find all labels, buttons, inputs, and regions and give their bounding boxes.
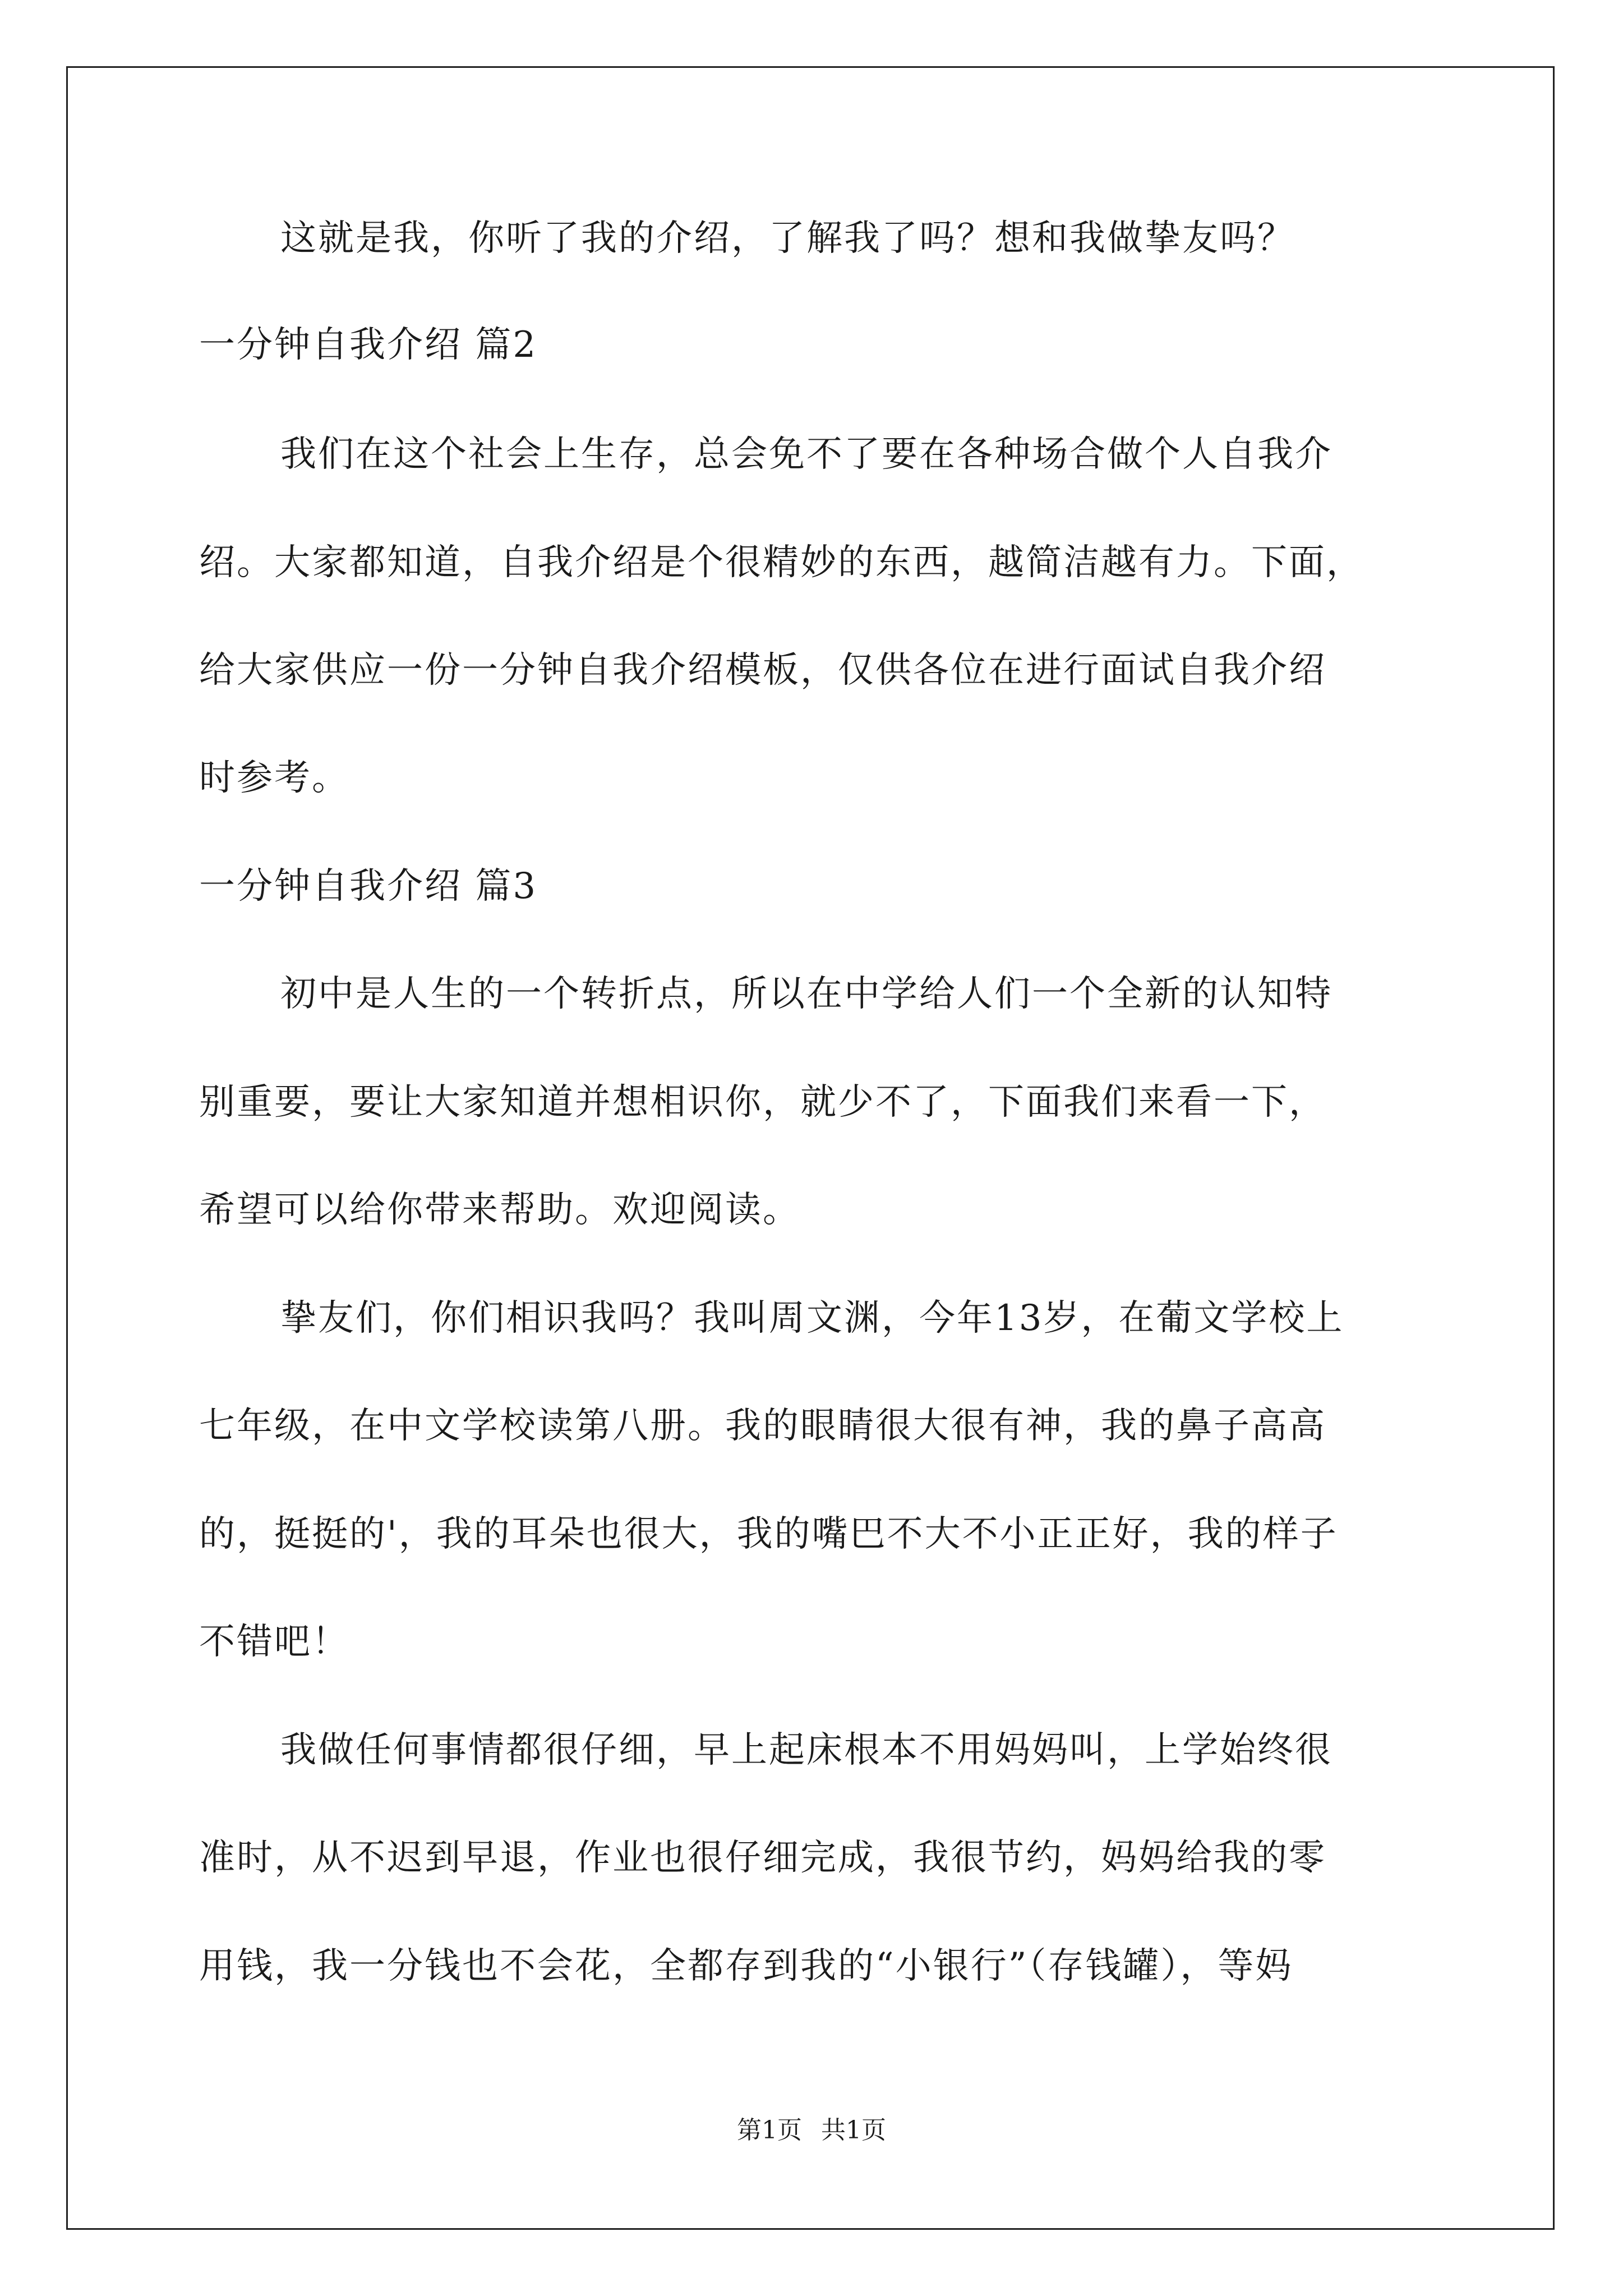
section-heading: 一分钟自我介绍 篇2 — [199, 324, 538, 366]
paragraph-line: 我们在这个社会上生存，总会免不了要在各种场合做个人自我介 — [280, 434, 1332, 475]
paragraph-line: 给大家供应一份一分钟自我介绍模板，仅供各位在进行面试自我介绍 — [199, 650, 1326, 691]
page-footer — [0, 2115, 1623, 2146]
paragraph-line: 准时，从不迟到早退，作业也很仔细完成，我很节约，妈妈给我的零 — [199, 1837, 1326, 1879]
paragraph-line: 这就是我，你听了我的介绍，了解我了吗？想和我做挚友吗？ — [280, 218, 1295, 259]
paragraph-line: 不错吧！ — [199, 1621, 349, 1663]
paragraph-line: 希望可以给你带来帮助。欢迎阅读。 — [199, 1189, 800, 1231]
paragraph-line: 挚友们，你们相识我吗？我叫周文渊，今年13岁，在葡文学校上 — [280, 1297, 1344, 1339]
paragraph-line: 我做任何事情都很仔细，早上起床根本不用妈妈叫，上学始终很 — [280, 1729, 1332, 1771]
section-heading: 一分钟自我介绍 篇3 — [199, 866, 538, 907]
paragraph-line: 初中是人生的一个转折点，所以在中学给人们一个全新的认知特 — [280, 973, 1332, 1015]
paragraph-line: 别重要，要让大家知道并想相识你，就少不了，下面我们来看一下， — [199, 1082, 1326, 1123]
paragraph-line: 的，挺挺的'，我的耳朵也很大，我的嘴巴不大不小正正好，我的样子 — [199, 1513, 1338, 1555]
page-number: 第1页 — [737, 2116, 802, 2145]
page-total: 共1页 — [821, 2116, 886, 2145]
paragraph-line: 时参考。 — [199, 757, 349, 799]
paragraph-line: 用钱，我一分钱也不会花，全都存到我的“小银行”（存钱罐），等妈 — [199, 1945, 1293, 1987]
paragraph-line: 绍。大家都知道，自我介绍是个很精妙的东西，越简洁越有力。下面， — [199, 542, 1364, 583]
paragraph-line: 七年级，在中文学校读第八册。我的眼睛很大很有神，我的鼻子高高 — [199, 1405, 1326, 1447]
page-border — [66, 66, 1555, 2230]
